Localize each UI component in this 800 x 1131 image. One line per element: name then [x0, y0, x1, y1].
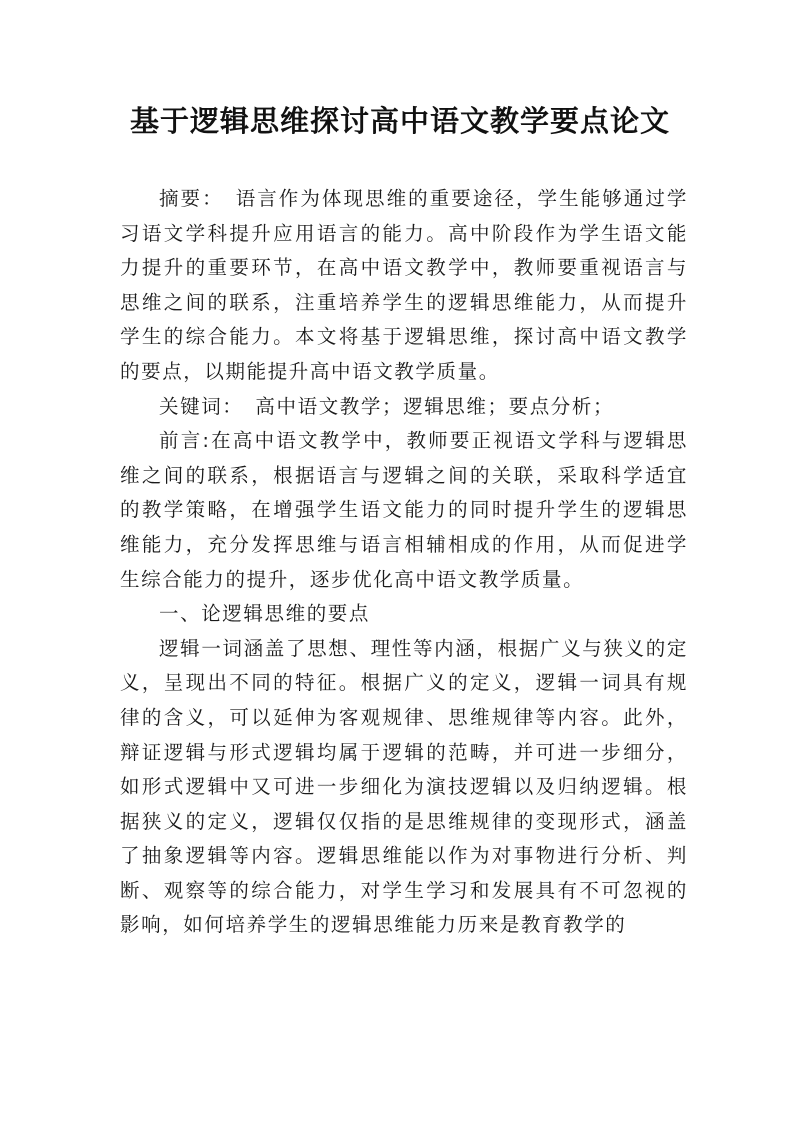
abstract-label: 摘要： [159, 187, 224, 210]
document-title: 基于逻辑思维探讨高中语文教学要点论文 [129, 104, 670, 138]
keywords-paragraph [120, 390, 688, 425]
abstract-text: 语言作为体现思维的重要途径，学生能够通过学习语文学科提升应用语言的能力。高中阶段作为学生语文能力提升的重要环节，在高中语文教学中，教师要重视语言与思维之间的联系，注重培养学生的逻辑思维能力，从而提升学生的综合能力。本文将基于逻辑思维，探讨高中语文教学的要点，以期能提升高中语文教学质量。 [120, 187, 688, 383]
abstract-paragraph [120, 182, 688, 390]
document-body [120, 182, 688, 943]
keywords-text: 高中语文教学；逻辑思维；要点分析； [255, 394, 615, 418]
keywords-label: 关键词： [159, 394, 244, 418]
section-heading: 一、论逻辑思维的要点 [159, 602, 371, 626]
section-paragraph: 逻辑一词涵盖了思想、理性等内涵，根据广义与狭义的定义，呈现出不同的特征。根据广义的定义，逻辑一词具有规律的含义，可以延伸为客观规律、思维规律等内容。此外，辩证逻辑与形式逻辑均属于逻辑的范畴，并可进一步细分，如形式逻辑中又可进一步细化为演技逻辑以及归纳逻辑。根据狭义的定义，逻辑仅仅指的是思维规律的变现形式，涵盖了抽象逻辑等内容。逻辑思维能以作为对事物进行分析、判断、观察等的综合能力，对学生学习和发展具有不可忽视的影响，如何培养学生的逻辑思维能力历来是教育教学的 [120, 636, 688, 937]
preface-paragraph: 前言:在高中语文教学中，教师要正视语文学科与逻辑思维之间的联系，根据语言与逻辑之间的关联，采取科学适宜的教学策略，在增强学生语文能力的同时提升学生的逻辑思维能力，充分发挥思维与语言相辅相成的作用，从而促进学生综合能力的提升，逐步优化高中语文教学质量。 [120, 429, 688, 591]
